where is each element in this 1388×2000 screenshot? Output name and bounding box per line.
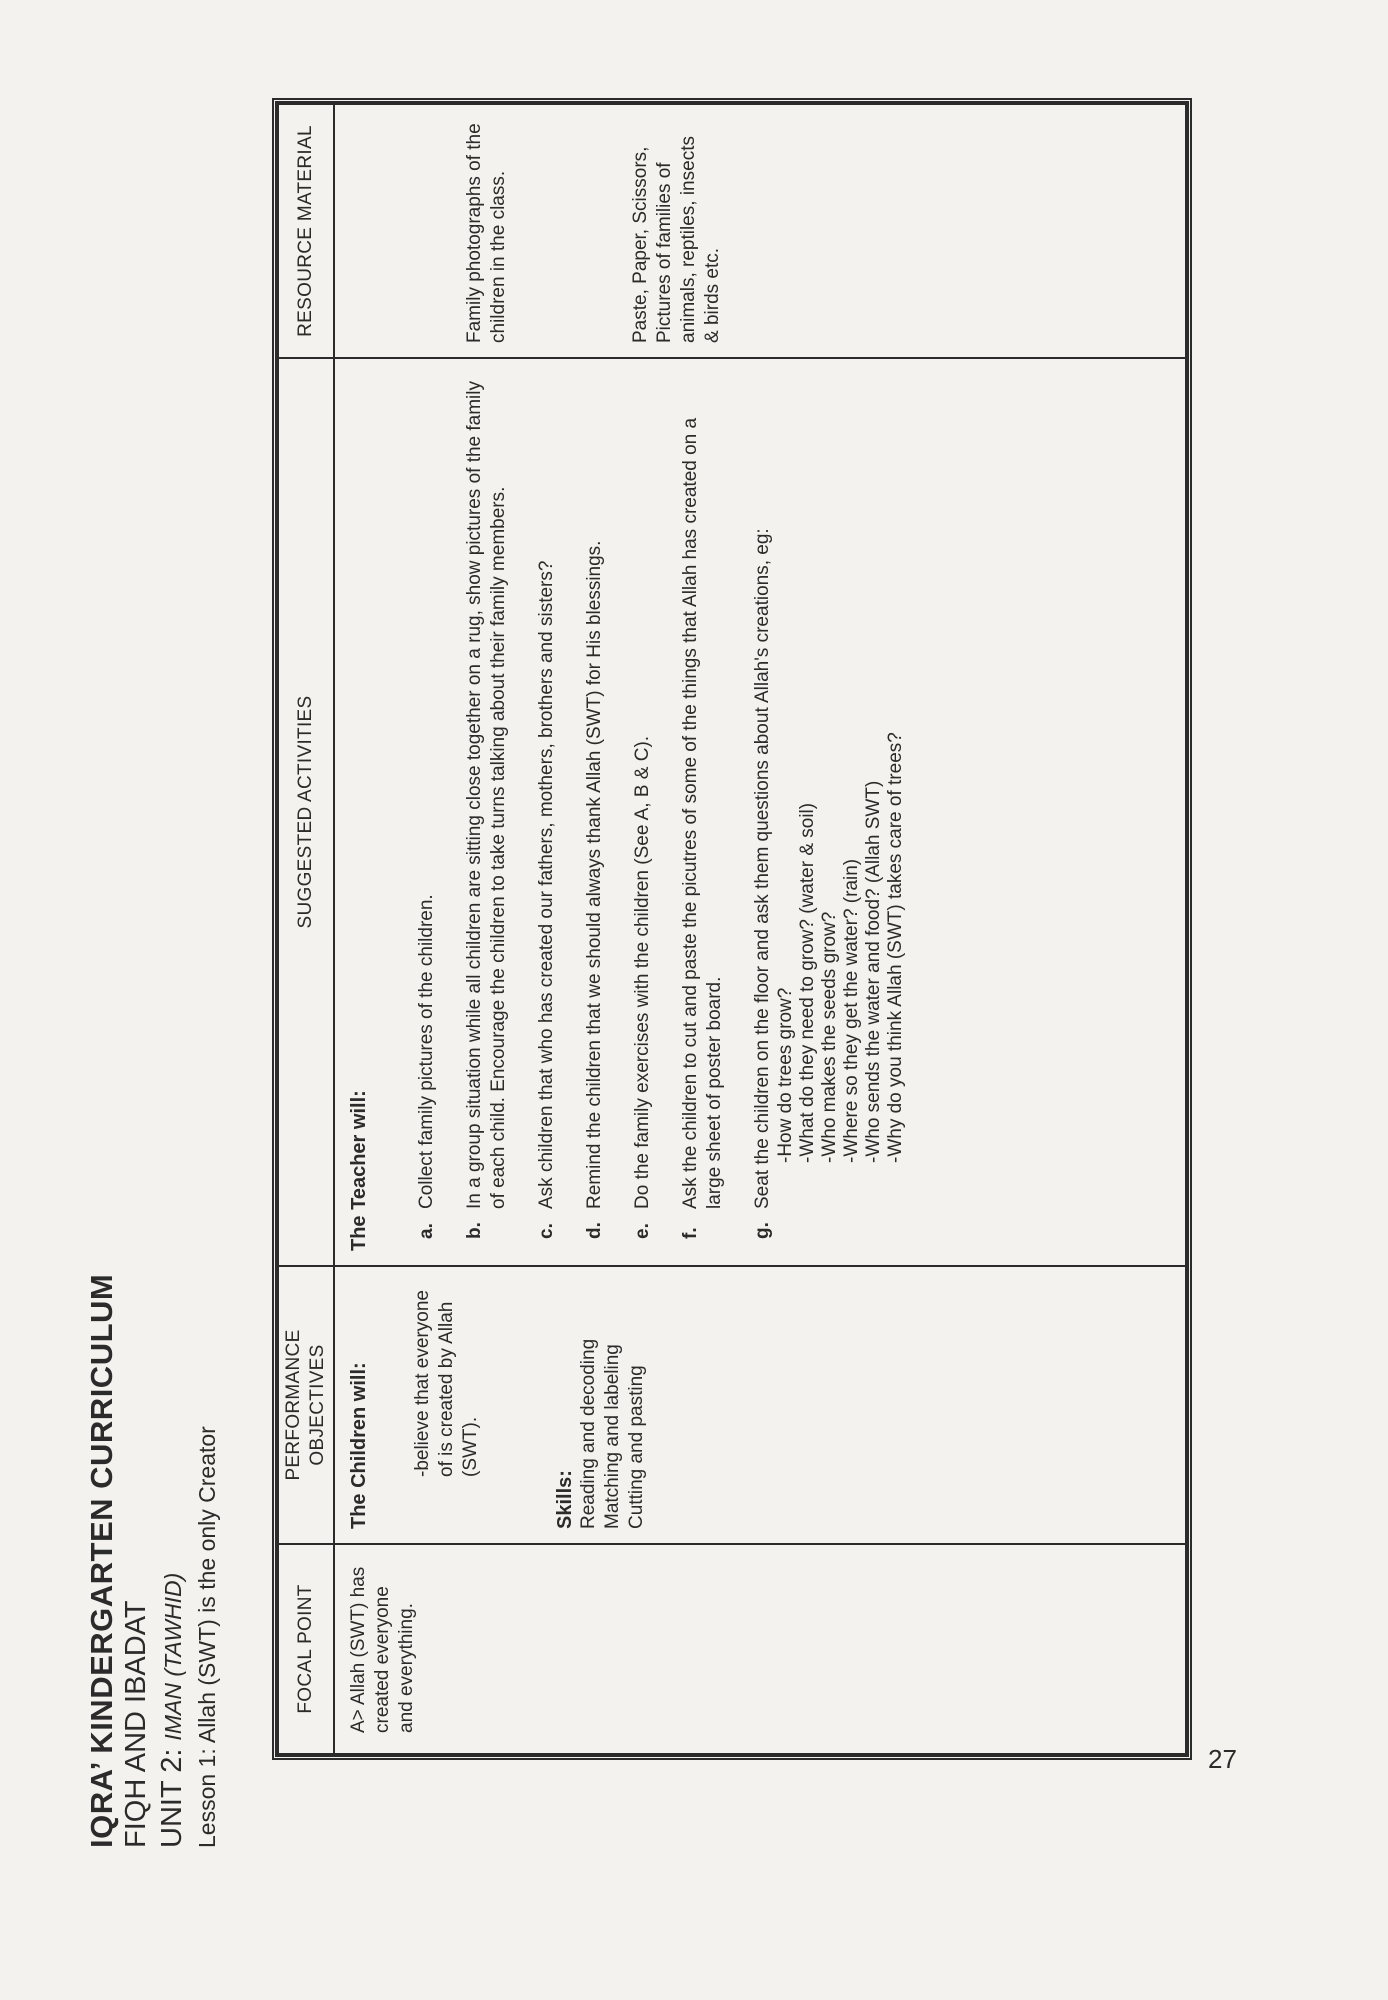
lesson-title: Lesson 1: Allah (SWT) is the only Creator [194, 1426, 220, 1848]
skill-item: Matching and labeling [602, 1344, 623, 1529]
question-list [775, 373, 907, 1163]
activity-letter: a. [416, 1223, 437, 1239]
question-item: -What do they need to grow? (water & soil) [797, 802, 818, 1163]
skill-item: Reading and decoding [578, 1338, 599, 1529]
skills-list [577, 1281, 649, 1529]
activity-item [535, 373, 559, 1251]
question-item: -How do trees grow? [775, 987, 796, 1163]
activity-text: Ask children that who has created our fathers, mothers, brothers and sisters? [536, 560, 557, 1209]
activity-text: Ask the children to cut and paste the picutres of some of the things that Allah has created on a large sheet of poster board. [680, 417, 725, 1209]
rotated-page [84, 16, 1304, 1848]
resource-item: Paste, Paper, Scissors, Pictures of families of animals, reptiles, insects & birds etc. [630, 136, 723, 343]
page-number: 27 [1208, 1744, 1237, 1774]
question-item: -Who sends the water and food? (Allah SWT) [863, 780, 884, 1163]
activity-text: Collect family pictures of the children. [416, 894, 437, 1209]
unit-prefix: UNIT 2: [156, 1740, 188, 1848]
activity-letter: e. [632, 1223, 653, 1239]
resource-material-cell [334, 104, 1186, 358]
activity-text: Do the family exercises with the children (See A, B & C). [632, 735, 653, 1209]
activity-letter: c. [536, 1223, 557, 1239]
activity-item [751, 373, 907, 1251]
activity-letter: d. [584, 1222, 605, 1239]
unit-title [156, 1573, 189, 1848]
focal-point-text: A> Allah (SWT) has created everyone and everything. [348, 1566, 417, 1733]
skills-label: Skills: [554, 1470, 576, 1529]
activity-letter: g. [752, 1222, 773, 1239]
teacher-will-label: The Teacher will: [348, 1090, 370, 1251]
unit-name: IMAN (TAWHID) [160, 1572, 186, 1741]
header-performance-objectives: PERFORMANCE OBJECTIVES [278, 1266, 334, 1544]
activity-g-intro: Seat the children on the floor and ask them questions about Allah's creations, eg: [752, 528, 773, 1209]
header-focal-point: FOCAL POINT [278, 1544, 334, 1754]
activity-item [631, 373, 655, 1251]
activity-text [751, 373, 907, 1209]
header-resource-material: RESOURCE MATERIAL [278, 104, 334, 358]
curriculum-table-frame [272, 98, 1192, 1760]
activity-text: Remind the children that we should always thank Allah (SWT) for His blessings. [584, 540, 605, 1209]
activity-item [679, 373, 727, 1251]
skills-section [553, 1281, 649, 1529]
children-will-label: The Children will: [348, 1362, 370, 1529]
activity-letter: b. [464, 1222, 485, 1239]
activity-item [463, 373, 511, 1251]
activity-item [583, 373, 607, 1251]
activity-text: In a group situation while all children are sitting close together on a rug, show pictures of the family of each child. Encourage the children to take turns talking about their family members. [464, 380, 509, 1209]
performance-objectives-cell [334, 1266, 1186, 1544]
subject-title: FIQH AND IBADAT [120, 1600, 152, 1848]
objective-text: -believe that everyone of is created by Allah (SWT). [412, 1290, 481, 1477]
focal-point-cell [334, 1544, 1186, 1754]
table-row [334, 104, 1186, 1754]
activity-item [415, 373, 439, 1251]
resource-item: Family photographs of the children in the class. [464, 123, 509, 343]
question-item: -Where so they get the water? (rain) [841, 858, 862, 1163]
question-item: -Who makes the seeds grow? [819, 911, 840, 1163]
suggested-activities-cell [334, 358, 1186, 1266]
table-header-row [278, 104, 334, 1754]
question-item: -Why do you think Allah (SWT) takes care of trees? [885, 732, 906, 1163]
header-suggested-activities: SUGGESTED ACTIVITIES [278, 358, 334, 1266]
skill-item: Cutting and pasting [626, 1365, 647, 1529]
curriculum-title: IQRA’ KINDERGARTEN CURRICULUM [84, 1273, 119, 1848]
curriculum-table [277, 103, 1187, 1755]
activity-letter: f. [680, 1227, 701, 1239]
